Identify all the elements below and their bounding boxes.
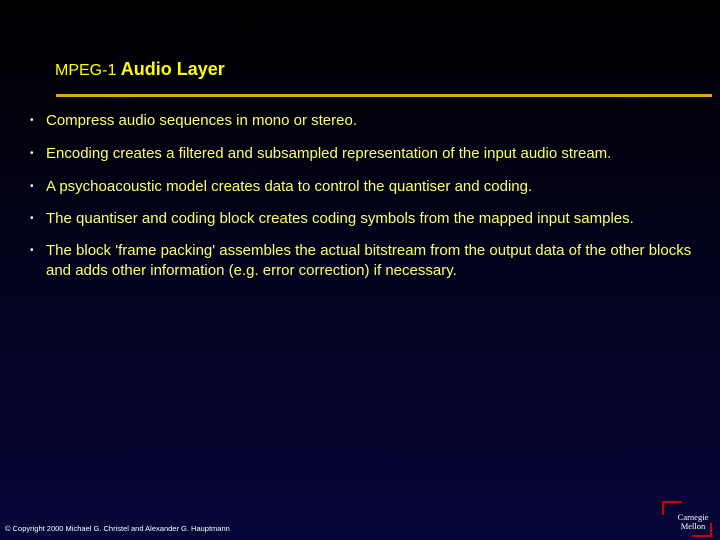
bullet-marker-icon: • — [30, 148, 34, 159]
copyright-notice: © Copyright 2000 Michael G. Christel and Alexander G. Hauptmann — [5, 524, 230, 533]
title-divider — [56, 94, 712, 97]
bullet-marker-icon: • — [30, 213, 34, 224]
bullet-text: Encoding creates a filtered and subsampled representation of the input audio stream. — [46, 145, 612, 162]
bullet-text: A psychoacoustic model creates data to control the quantiser and coding. — [46, 178, 533, 195]
bullet-text: Compress audio sequences in mono or stereo. — [46, 112, 358, 129]
logo-line-carnegie: Carnegie — [677, 512, 709, 522]
slide-title-prefix: MPEG-1 — [55, 62, 121, 79]
bullet-marker-icon: • — [30, 115, 34, 126]
slide-title — [55, 59, 225, 80]
slide-title-main: Audio Layer — [120, 59, 225, 79]
carnegie-mellon-logo — [662, 501, 712, 537]
bullet-text: The quantiser and coding block creates coding symbols from the mapped input samples. — [46, 210, 634, 227]
bullet-text: The block 'frame packing' assembles the actual bitstream from the output data of the other blocks and adds other information (e.g. error correction) if necessary. — [46, 242, 692, 279]
bullet-marker-icon: • — [30, 245, 34, 256]
bullet-marker-icon: • — [30, 181, 34, 192]
logo-line-mellon: Mellon — [680, 521, 706, 531]
